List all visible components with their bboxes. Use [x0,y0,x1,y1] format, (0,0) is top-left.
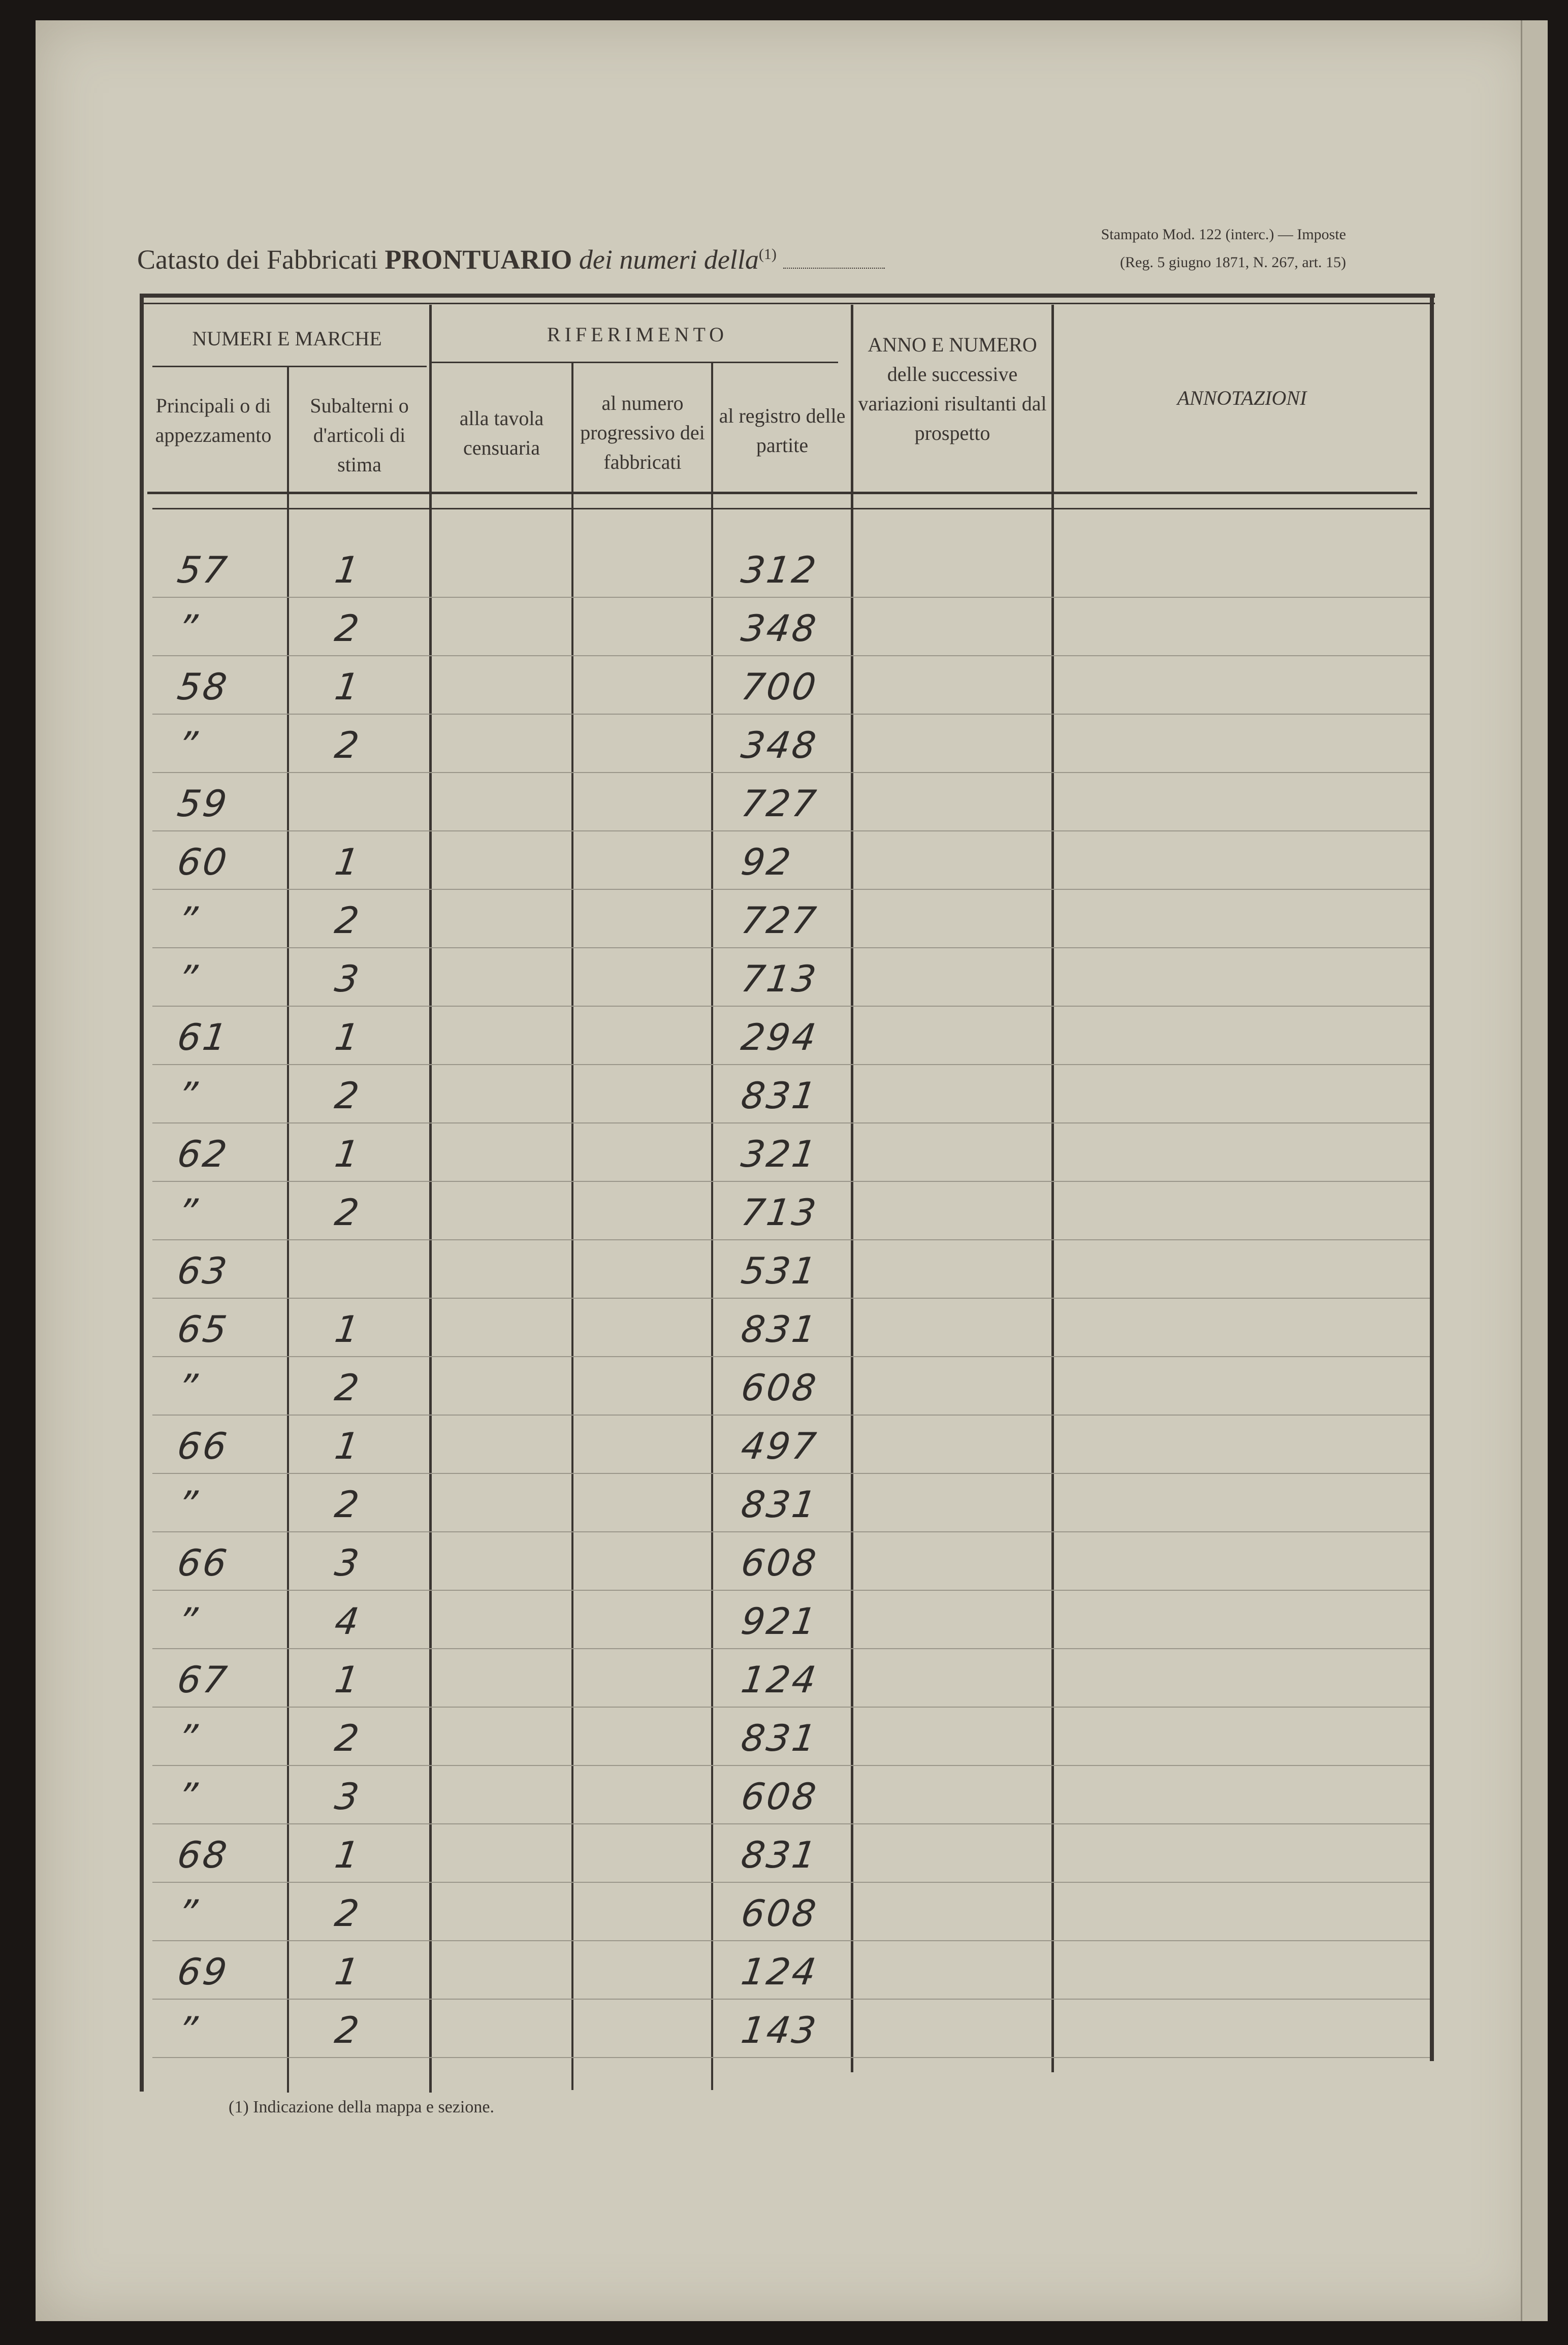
row-rule [152,1882,1430,1883]
subalterni-cell: 1 [332,549,364,591]
subalterni-cell: 1 [332,1425,364,1467]
row-rule [152,1298,1430,1299]
row-rule [152,1940,1430,1941]
body-top-rule [152,508,1432,509]
registro-cell: 608 [739,1366,821,1409]
principali-cell: 57 [175,549,232,591]
subalterni-cell: 1 [332,1658,364,1701]
row-rule [152,772,1430,773]
principali-cell: ” [175,724,202,766]
header-subalterni: Subalterni o d'articoli di stima [310,394,409,476]
subalterni-cell: 2 [332,607,364,650]
registro-cell: 531 [739,1249,821,1292]
subalterni-cell: 1 [332,1950,364,1993]
header-annotazioni: ANNOTAZIONI [1177,387,1307,409]
row-rule [152,655,1430,656]
subalterni-cell: 3 [332,1541,364,1584]
next-page-edge [1521,20,1548,2321]
subalterni-cell: 1 [332,1308,364,1351]
registro-cell: 831 [739,1308,821,1351]
header-tavola: alla tavola censuaria [459,407,544,459]
principali-cell: 58 [175,665,232,708]
registro-cell: 143 [739,2009,821,2051]
header-anno-numero: ANNO E NUMERO delle successive variazioni risultanti dal prospetto [858,333,1047,444]
subalterni-cell: 2 [332,1483,364,1526]
header-numeri-marche: NUMERI E MARCHE [192,327,382,350]
subalterni-cell: 2 [332,1717,364,1759]
principali-cell: ” [175,1717,202,1759]
row-rule [152,1064,1430,1065]
principali-cell: 65 [175,1308,232,1351]
principali-cell: ” [175,1074,202,1117]
subalterni-cell: 2 [332,1366,364,1409]
table-right-border [1430,294,1434,2061]
principali-cell: 67 [175,1658,232,1701]
group-divider-riferimento [432,362,838,363]
principali-cell: ” [175,899,202,942]
registro-cell: 321 [739,1133,821,1175]
registro-cell: 348 [739,724,821,766]
page-title [137,244,885,275]
principali-cell: ” [175,1366,202,1409]
registro-cell: 713 [739,1191,821,1234]
group-divider-numeri [152,366,427,367]
registro-cell: 831 [739,1483,821,1526]
row-rule [152,830,1430,831]
registro-cell: 713 [739,957,821,1000]
row-rule [152,1415,1430,1416]
subalterni-cell: 4 [332,1600,364,1643]
registro-cell: 727 [739,782,821,825]
principali-cell: 62 [175,1133,232,1175]
model-line-2: (Reg. 5 giugno 1871, N. 267, art. 15) [1120,254,1346,271]
subalterni-cell: 2 [332,1074,364,1117]
registro-cell: 831 [739,1074,821,1117]
col-divider-2 [429,305,432,2093]
title-blank [783,268,885,269]
title-prefix: Catasto dei Fabbricati [137,244,378,275]
principali-cell: ” [175,957,202,1000]
col-divider-1 [287,366,289,2093]
subalterni-cell: 3 [332,1775,364,1818]
subalterni-cell: 1 [332,665,364,708]
row-rule [152,1823,1430,1824]
title-footnote-mark: (1) [758,246,777,263]
subalterni-cell: 2 [332,899,364,942]
row-rule [152,1999,1430,2000]
subalterni-cell: 3 [332,957,364,1000]
registro-cell: 124 [739,1950,821,1993]
model-line-1: Stampato Mod. 122 (interc.) — Imposte [1101,226,1346,243]
col-divider-5 [851,305,853,2072]
table-top-border-inner [140,303,1435,304]
principali-cell: ” [175,1483,202,1526]
row-rule [152,1122,1430,1123]
header-registro: al registro delle partite [719,404,846,457]
principali-cell: 69 [175,1950,232,1993]
registro-cell: 312 [739,549,821,591]
registro-cell: 921 [739,1600,821,1643]
principali-cell: 60 [175,841,232,883]
row-rule [152,889,1430,890]
table-top-border [140,294,1435,298]
subalterni-cell: 1 [332,841,364,883]
row-rule [152,714,1430,715]
principali-cell: ” [175,1191,202,1234]
registro-cell: 497 [739,1425,821,1467]
row-rule [152,1590,1430,1591]
registro-cell: 124 [739,1658,821,1701]
registro-cell: 700 [739,665,821,708]
title-main: PRONTUARIO [385,244,572,275]
principali-cell: 61 [175,1016,232,1058]
principali-cell: ” [175,1600,202,1643]
registro-cell: 831 [739,1834,821,1876]
principali-cell: 59 [175,782,232,825]
registro-cell: 92 [739,841,795,883]
row-rule [152,947,1430,948]
title-suffix: dei numeri della [579,244,759,275]
registro-cell: 608 [739,1892,821,1935]
col-divider-6 [1051,305,1054,2072]
header-riferimento: RIFERIMENTO [547,323,728,346]
header-bottom-rule [147,492,1417,494]
row-rule [152,1006,1430,1007]
principali-cell: 63 [175,1249,232,1292]
registro-cell: 831 [739,1717,821,1759]
col-divider-4 [711,363,713,2090]
principali-cell: 68 [175,1834,232,1876]
row-rule [152,1356,1430,1357]
subalterni-cell: 2 [332,1892,364,1935]
subalterni-cell: 2 [332,724,364,766]
row-rule [152,1648,1430,1649]
col-divider-3 [571,363,573,2090]
subalterni-cell: 2 [332,2009,364,2051]
subalterni-cell: 1 [332,1016,364,1058]
row-rule [152,1531,1430,1532]
registro-cell: 348 [739,607,821,650]
row-rule [152,1239,1430,1240]
principali-cell: 66 [175,1425,232,1467]
footnote: (1) Indicazione della mappa e sezione. [229,2098,494,2116]
registro-cell: 727 [739,899,821,942]
principali-cell: ” [175,1892,202,1935]
row-rule [152,2057,1430,2058]
header-principali: Principali o di appezzamento [155,394,272,446]
subalterni-cell: 1 [332,1834,364,1876]
registro-cell: 608 [739,1775,821,1818]
registro-cell: 608 [739,1541,821,1584]
principali-cell: ” [175,607,202,650]
table-left-border [140,294,144,2092]
subalterni-cell: 1 [332,1133,364,1175]
row-rule [152,597,1430,598]
row-rule [152,1765,1430,1766]
header-progressivo: al numero progressivo dei fabbricati [580,392,705,473]
principali-cell: ” [175,1775,202,1818]
principali-cell: ” [175,2009,202,2051]
registro-cell: 294 [739,1016,821,1058]
row-rule [152,1473,1430,1474]
row-rule [152,1707,1430,1708]
subalterni-cell: 2 [332,1191,364,1234]
row-rule [152,1181,1430,1182]
principali-cell: 66 [175,1541,232,1584]
